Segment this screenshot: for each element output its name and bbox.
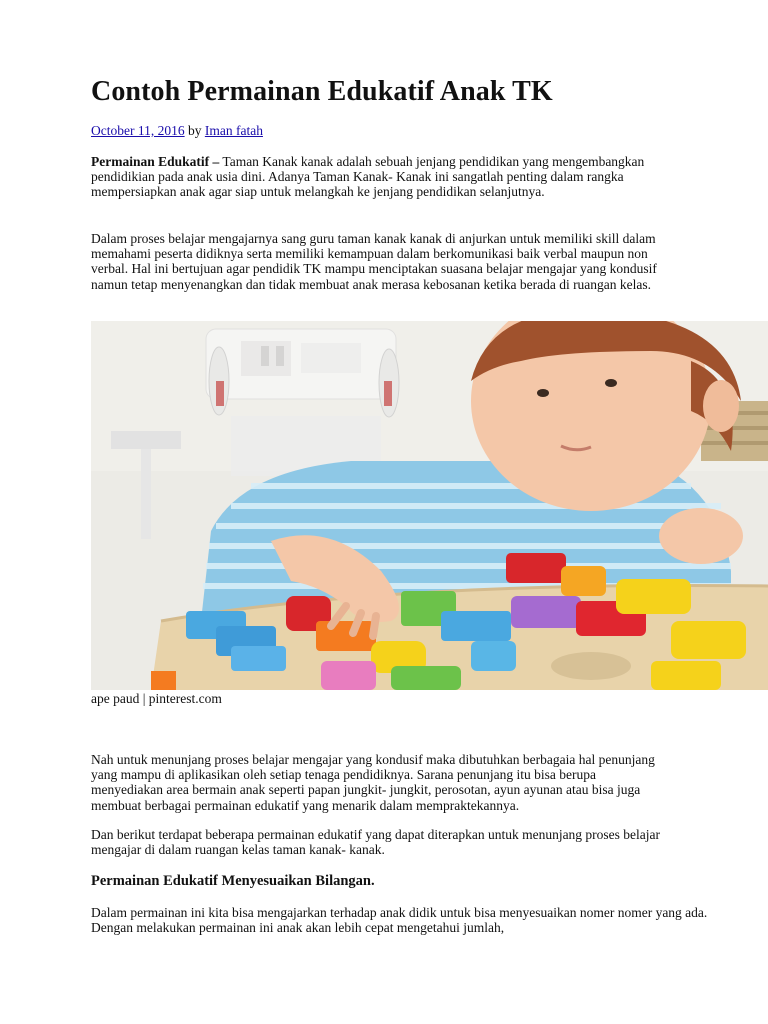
intro-bold-lead: Permainan Edukatif – <box>91 154 220 169</box>
page-title: Contoh Permainan Edukatif Anak TK <box>91 76 553 107</box>
author-link[interactable]: Iman fatah <box>204 123 263 138</box>
paragraph-4: Dan berikut terdapat beberapa permainan edukatif yang dapat diterapkan untuk menunjang proses belajar mengajar di dalam ruangan kelas taman kanak- kanak. <box>91 827 661 858</box>
paragraph-2: Dalam proses belajar mengajarnya sang guru taman kanak kanak di anjurkan untuk memiliki skill dalam memahami peserta didiknya serta memiliki kemampuan dalam berkomunikasi baik verbal maupun non verbal. Hal ini bertujuan agar pendidik TK mampu menciptakan suasana belajar mengajar yang kondusif namun tetap menyenangkan dan tidak membuat anak merasa kebosanan ketika berada di ruangan kelas. <box>91 231 657 292</box>
article-photo <box>91 321 768 690</box>
intro-text: Taman Kanak kanak adalah sebuah jenjang pendidikan yang mengembangkan pendidikian pada anak usia dini. Adanya Taman Kanak- Kanak ini sangatlah penting dalam rangka mempersiapkan anak agar siap untuk melangkah ke jenjang pendidikan selanjutnya. <box>91 154 645 200</box>
paragraph-5: Dalam permainan ini kita bisa mengajarkan terhadap anak didik untuk bisa menyesuaikan nomer nomer yang ada. Dengan melakukan permainan ini anak akan lebih cepat mengetahui jumlah, <box>91 905 708 936</box>
section-heading: Permainan Edukatif Menyesuaikan Bilangan. <box>91 873 375 889</box>
by-label: by <box>187 123 202 138</box>
post-date-link[interactable]: October 11, 2016 <box>91 123 185 138</box>
paragraph-3: Nah untuk menunjang proses belajar mengajar yang kondusif maka dibutuhkan berbagaia hal penunjang yang mampu di aplikasikan oleh setiap tenaga pendidiknya. Sarana penunjang itu bisa berupa menyediakan area bermain anak seperti papan jungkit- jungkit, perosotan, ayun ayunan atau bisa juga membuat berbagai permainan edukatif yang menarik dalam mempraktekannya. <box>91 752 655 813</box>
intro-paragraph <box>91 154 671 200</box>
post-meta <box>91 123 263 139</box>
image-caption: ape paud | pinterest.com <box>91 691 222 706</box>
